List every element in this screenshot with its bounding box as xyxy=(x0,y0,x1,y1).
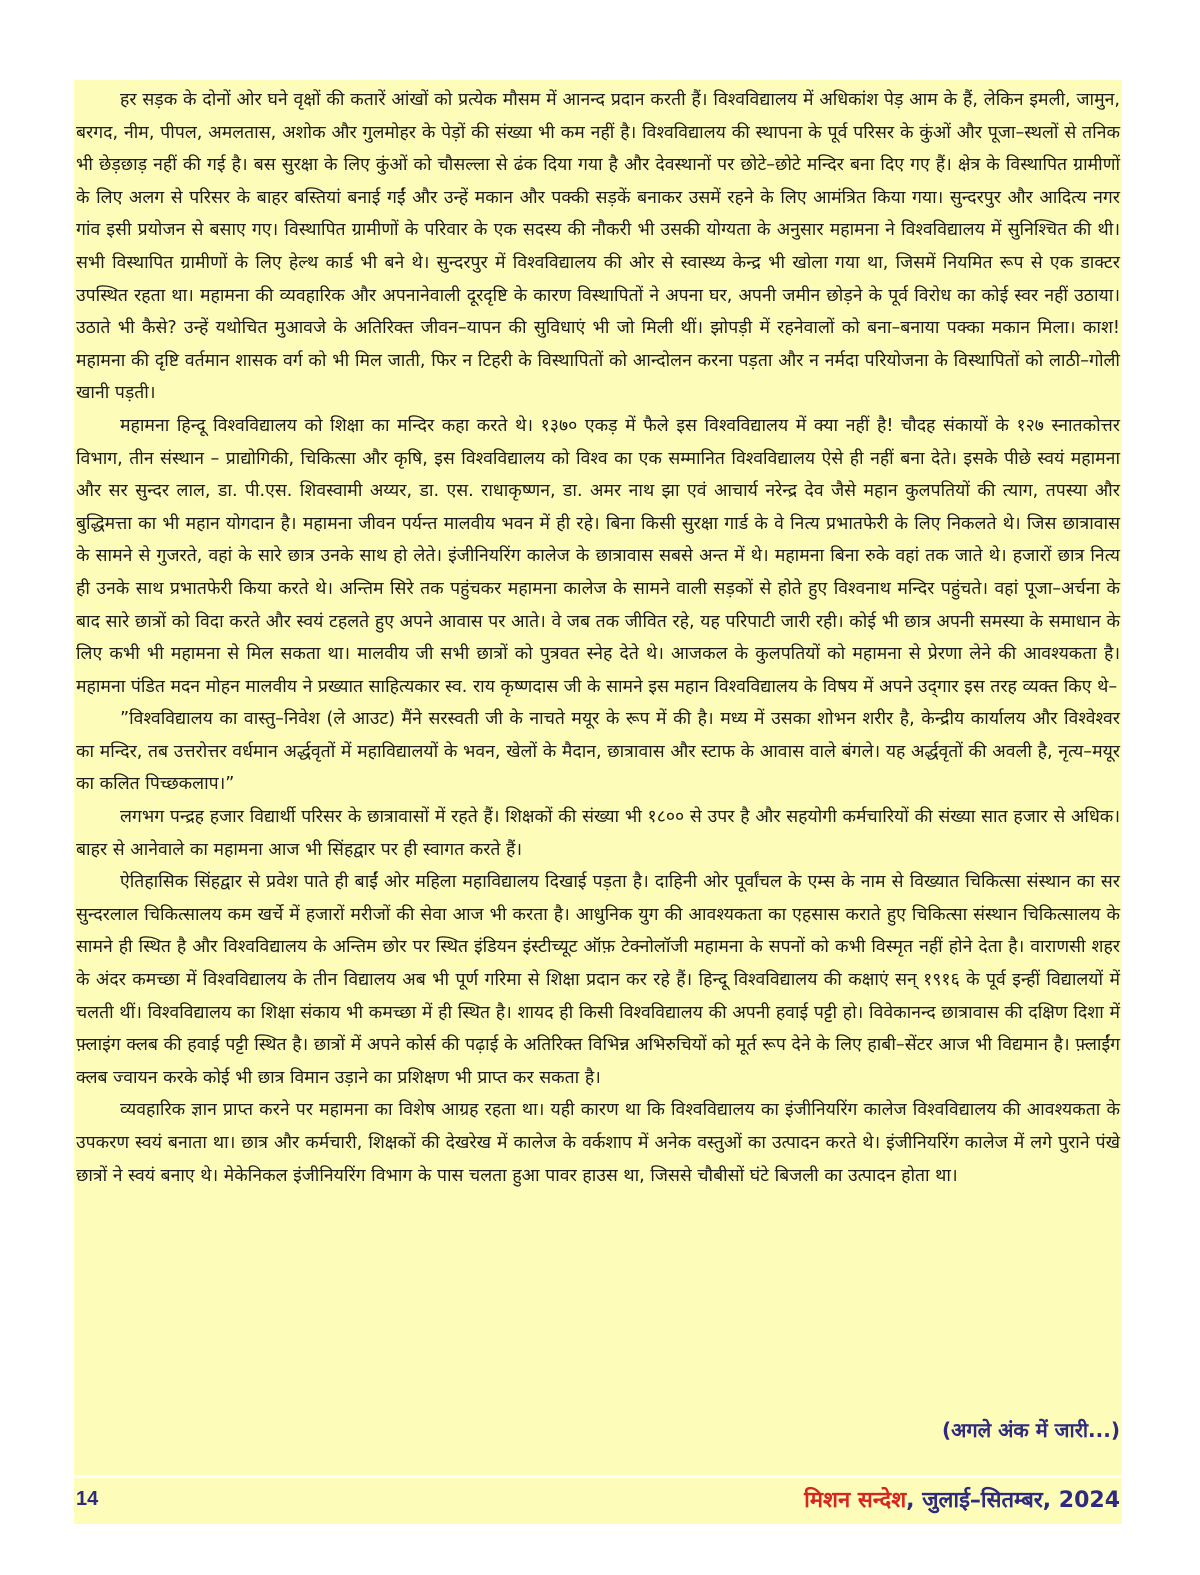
publication-info xyxy=(804,1484,1120,1514)
magazine-name: मिशन सन्देश xyxy=(804,1488,907,1513)
continued-note: (अगले अंक में जारी...) xyxy=(941,1418,1120,1442)
paragraph-1: हर सड़क के दोनों ओर घने वृक्षों की कतारें आंखों को प्रत्येक मौसम में आनन्द प्रदान करती हैं। विश्वविद्यालय में अधिकांश पेड़ आम के हैं, लेकिन इमली, जामुन, बरगद, नीम, पीपल, अमलतास, अशोक और गुलमोहर के पेड़ों की संख्या भी कम नहीं है। विश्वविद्यालय की स्थापना के पूर्व परिसर के कुंओं और पूजा–स्थलों से तनिक भी छेड़छाड़ नहीं की गई है। बस सुरक्षा के लिए कुंओं को चौसल्ला से ढंक दिया गया है और देवस्थानों पर छोटे–छोटे मन्दिर बना दिए गए हैं। क्षेत्र के विस्थापित ग्रामीणों के लिए अलग से परिसर के बाहर बस्तियां बनाई गईं और उन्हें मकान और पक्की सड़कें बनाकर उसमें रहने के लिए आमंत्रित किया गया। सुन्दरपुर और आदित्य नगर गांव इसी प्रयोजन से बसाए गए। विस्थापित ग्रामीणों के परिवार के एक सदस्य की नौकरी भी उसकी योग्यता के अनुसार महामना ने विश्वविद्यालय में सुनिश्चित की थी। सभी विस्थापित ग्रामीणों के लिए हेल्थ कार्ड भी बने थे। सुन्दरपुर में विश्वविद्यालय की ओर से स्वास्थ्य केन्द्र भी खोला गया था, जिसमें नियमित रूप से एक डाक्टर उपस्थित रहता था। महामना की व्यवहारिक और अपनानेवाली दूरदृष्टि के कारण विस्थापितों ने अपना घर, अपनी जमीन छोड़ने के पूर्व विरोध का कोई स्वर नहीं उठाया। उठाते भी कैसे? उन्हें यथोचित मुआवजे के अतिरिक्त जीवन–यापन की सुविधाएं भी जो मिली थीं। झोपड़ी में रहनेवालों को बना–बनाया पक्का मकान मिला। काश! महामना की दृष्टि वर्तमान शासक वर्ग को भी मिल जाती, फिर न टिहरी के विस्थापितों को आन्दोलन करना पड़ता और न नर्मदा परियोजना के विस्थापितों को लाठी–गोली खानी पड़ती। xyxy=(76,90,1120,404)
paragraph-quote: ”विश्वविद्यालय का वास्तु–निवेश (ले आउट) मैंने सरस्वती जी के नाचते मयूर के रूप में की है। मध्य में उसका शोभन शरीर है, केन्द्रीय कार्यालय और विश्वेश्वर का मन्दिर, तब उत्तरोत्तर वर्धमान अर्द्धवृतों में महाविद्यालयों के भवन, खेलों के मैदान, छात्रावास और स्टाफ के आवास वाले बंगले। यह अर्द्धवृतों की अवली है, नृत्य–मयूर का कलित पिच्छकलाप।” xyxy=(76,709,1120,795)
article-page xyxy=(74,80,1122,1475)
page-footer xyxy=(74,1478,1122,1524)
paragraph-5: ऐतिहासिक सिंहद्वार से प्रवेश पाते ही बाईं ओर महिला महाविद्यालय दिखाई पड़ता है। दाहिनी ओर पूर्वांचल के एम्स के नाम से विख्यात चिकित्सा संस्थान का सर सुन्दरलाल चिकित्सालय कम खर्चे में हजारों मरीजों की सेवा आज भी करता है। आधुनिक युग की आवश्यकता का एहसास कराते हुए चिकित्सा संस्थान चिकित्सालय के सामने ही स्थित है और विश्वविद्यालय के अन्तिम छोर पर स्थित इंडियन इंस्टीच्यूट ऑफ़ टेक्नोलॉजी महामना के सपनों को कभी विस्मृत नहीं होने देता है। वाराणसी शहर के अंदर कमच्छा में विश्वविद्यालय के तीन विद्यालय अब भी पूर्ण गरिमा से शिक्षा प्रदान कर रहे हैं। हिन्दू विश्वविद्यालय की कक्षाएं सन् १९१६ के पूर्व इन्हीं विद्यालयों में चलती थीं। विश्वविद्यालय का शिक्षा संकाय भी कमच्छा में ही स्थित है। शायद ही किसी विश्वविद्यालय की अपनी हवाई पट्टी हो। विवेकानन्द छात्रावास की दक्षिण दिशा में फ़्लाइंग क्लब की हवाई पट्टी स्थित है। छात्रों में अपने कोर्स की पढ़ाई के अतिरिक्त विभिन्न अभिरुचियों को मूर्त रूप देने के लिए हाबी–सेंटर आज भी विद्यमान है। फ़्लाईंग क्लब ज्वायन करके कोई भी छात्र विमान उड़ाने का प्रशिक्षण भी प्राप्त कर सकता है। xyxy=(76,872,1120,1088)
paragraph-2: महामना हिन्दू विश्वविद्यालय को शिक्षा का मन्दिर कहा करते थे। १३७० एकड़ में फैले इस विश्वविद्यालय में क्या नहीं है! चौदह संकायों के १२७ स्नातकोत्तर विभाग, तीन संस्थान – प्राद्योगिकी, चिकित्सा और कृषि, इस विश्वविद्यालय को विश्व का एक सम्मानित विश्वविद्यालय ऐसे ही नहीं बना देते। इसके पीछे स्वयं महामना और सर सुन्दर लाल, डा. पी.एस. शिवस्वामी अय्यर, डा. एस. राधाकृष्णन, डा. अमर नाथ झा एवं आचार्य नरेन्द्र देव जैसे महान कुलपतियों की त्याग, तपस्या और बुद्धिमत्ता का भी महान योगदान है। महामना जीवन पर्यन्त मालवीय भवन में ही रहे। बिना किसी सुरक्षा गार्ड के वे नित्य प्रभातफेरी के लिए निकलते थे। जिस छात्रावास के सामने से गुजरते, वहां के सारे छात्र उनके साथ हो लेते। इंजीनियरिंग कालेज के छात्रावास सबसे अन्त में थे। महामना बिना रुके वहां तक जाते थे। हजारों छात्र नित्य ही उनके साथ प्रभातफेरी किया करते थे। अन्तिम सिरे तक पहुंचकर महामना कालेज के सामने वाली सड़कों से होते हुए विश्वनाथ मन्दिर पहुंचते। वहां पूजा–अर्चना के बाद सारे छात्रों को विदा करते और स्वयं टहलते हुए अपने आवास पर आते। वे जब तक जीवित रहे, यह परिपाटी जारी रही। कोई भी छात्र अपनी समस्या के समाधान के लिए कभी भी महामना से मिल सकता था। मालवीय जी सभी छात्रों को पुत्रवत स्नेह देते थे। आजकल के कुलपतियों को महामना से प्रेरणा लेने की आवश्यकता है। महामना पंडित मदन मोहन मालवीय ने प्रख्यात साहित्यकार स्व. राय कृष्णदास जी के सामने इस महान विश्वविद्यालय के विषय में अपने उद्‌गार इस तरह व्यक्त किए थे– xyxy=(76,415,1121,697)
page-number: 14 xyxy=(76,1488,99,1510)
paragraph-4: लगभग पन्द्रह हजार विद्यार्थी परिसर के छात्रावासों में रहते हैं। शिक्षकों की संख्या भी १८०० से उपर है और सहयोगी कर्मचारियों की संख्या सात हजार से अधिक। बाहर से आनेवाले का महामना आज भी सिंहद्वार पर ही स्वागत करते हैं। xyxy=(76,807,1120,860)
paragraph-6: व्यवहारिक ज्ञान प्राप्त करने पर महामना का विशेष आग्रह रहता था। यही कारण था कि विश्वविद्यालय का इंजीनियरिंग कालेज विश्वविद्यालय की आवश्यकता के उपकरण स्वयं बनाता था। छात्र और कर्मचारी, शिक्षकों की देखरेख में कालेज के वर्कशाप में अनेक वस्तुओं का उत्पादन करते थे। इंजीनियरिंग कालेज में लगे पुराने पंखे छात्रों ने स्वयं बनाए थे। मेकेनिकल इंजीनियरिंग विभाग के पास चलता हुआ पावर हाउस था, जिससे चौबीसों घंटे बिजली का उत्पादन होता था। xyxy=(76,1100,1120,1186)
issue-date: , जुलाई–सितम्बर, 2024 xyxy=(906,1488,1120,1513)
